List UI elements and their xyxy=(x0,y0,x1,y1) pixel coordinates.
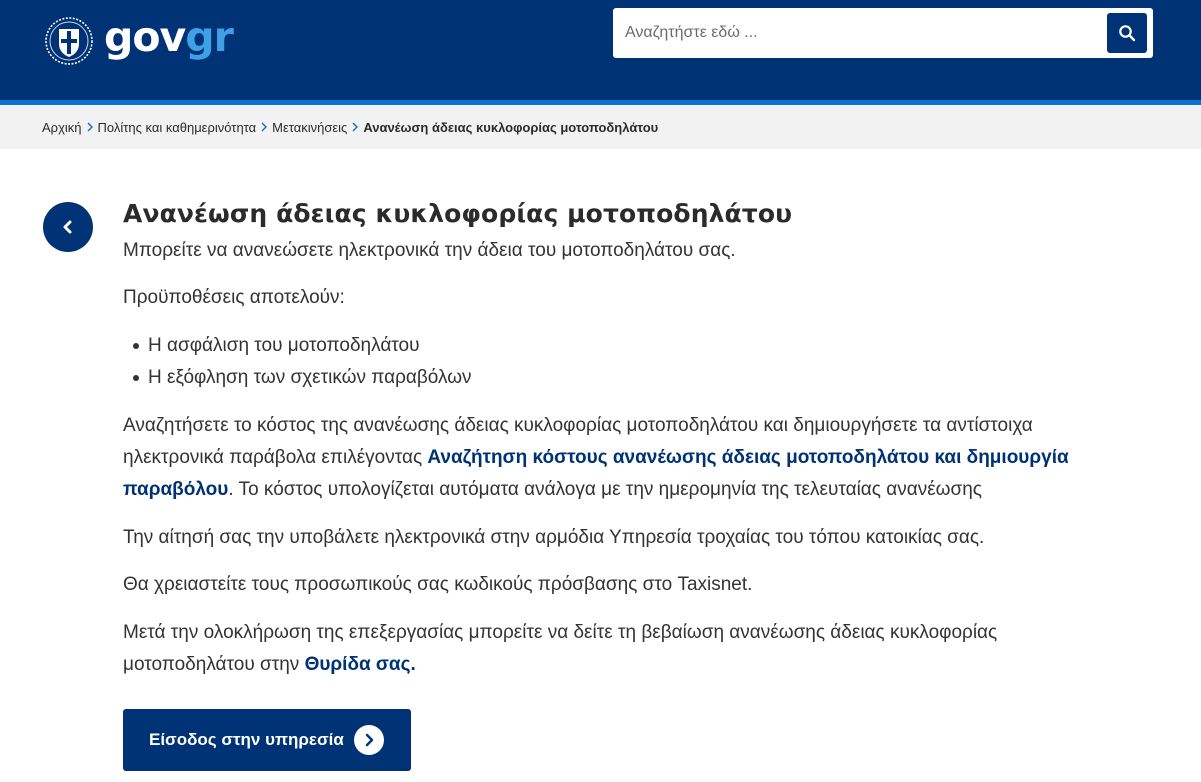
breadcrumb-transport[interactable]: Μετακινήσεις xyxy=(272,119,348,135)
list-item: Η εξόφληση των σχετικών παραβόλων xyxy=(131,362,1123,394)
requirements-list xyxy=(131,330,1123,394)
cta-arrow-circle xyxy=(354,725,384,755)
chevron-right-icon xyxy=(351,122,359,132)
breadcrumb xyxy=(42,105,658,149)
page-title: Ανανέωση άδειας κυκλοφορίας μοτοποδηλάτου xyxy=(123,199,793,228)
inbox-text-before: Μετά την ολοκλήρωση της επεξεργασίας μπορείτε να δείτε τη βεβαίωση ανανέωσης άδειας κυκλοφορίας μοτοποδηλάτου στην xyxy=(123,622,998,675)
enter-service-label: Είσοδος στην υπηρεσία xyxy=(149,730,344,749)
greek-coat-of-arms-icon xyxy=(44,16,94,66)
back-button[interactable] xyxy=(43,202,93,252)
breadcrumb-citizen[interactable]: Πολίτης και καθημερινότητα xyxy=(97,119,257,135)
search-button[interactable] xyxy=(1107,13,1147,53)
search-box xyxy=(613,8,1153,58)
chevron-right-icon xyxy=(363,733,375,747)
chevron-right-icon xyxy=(260,122,268,132)
chevron-left-icon xyxy=(61,219,75,235)
cost-text-after: . Το κόστος υπολογίζεται αυτόματα ανάλογα με την ημερομηνία της τελευταίας ανανέωσης xyxy=(228,479,982,500)
inbox-link[interactable]: Θυρίδα σας. xyxy=(304,654,416,675)
cost-search-link[interactable]: Αναζήτηση κόστους ανανέωσης άδειας μοτοποδηλάτου και δημιουργία παραβόλου xyxy=(123,447,1069,500)
main-content xyxy=(123,195,1123,681)
breadcrumb-home[interactable]: Αρχική xyxy=(42,119,82,135)
requirements-heading: Προϋποθέσεις αποτελούν: xyxy=(123,287,345,308)
search-icon xyxy=(1118,24,1136,42)
logo-wordmark xyxy=(104,12,233,61)
logo-gr: gr xyxy=(185,12,233,61)
enter-service-button[interactable] xyxy=(123,709,411,771)
chevron-right-icon xyxy=(86,122,94,132)
breadcrumb-current: Ανανέωση άδειας κυκλοφορίας μοτοποδηλάτου xyxy=(363,119,659,135)
search-input[interactable] xyxy=(613,8,1103,58)
list-item: Η ασφάλιση του μοτοποδηλάτου xyxy=(131,330,1123,362)
apply-paragraph: Την αίτησή σας την υποβάλετε ηλεκτρονικά στην αρμόδια Υπηρεσία τροχαίας του τόπου κατοικίας σας. xyxy=(123,527,985,548)
inbox-paragraph xyxy=(123,617,1123,681)
cost-paragraph xyxy=(123,410,1123,506)
govgr-logo[interactable] xyxy=(44,14,233,68)
intro-text: Μπορείτε να ανανεώσετε ηλεκτρονικά την άδεια του μοτοποδηλάτου σας. xyxy=(123,240,736,261)
site-header xyxy=(0,0,1201,100)
breadcrumb-bar xyxy=(0,105,1201,149)
cost-text-before: Αναζητήσετε το κόστος της ανανέωσης άδειας κυκλοφορίας μοτοποδηλάτου και δημιουργήσετε τα αντίστοιχα ηλεκτρονικά παράβολα επιλέγοντας xyxy=(123,415,1033,468)
taxisnet-paragraph: Θα χρειαστείτε τους προσωπικούς σας κωδικούς πρόσβασης στο Taxisnet. xyxy=(123,574,753,595)
logo-gov: gov xyxy=(104,12,186,61)
